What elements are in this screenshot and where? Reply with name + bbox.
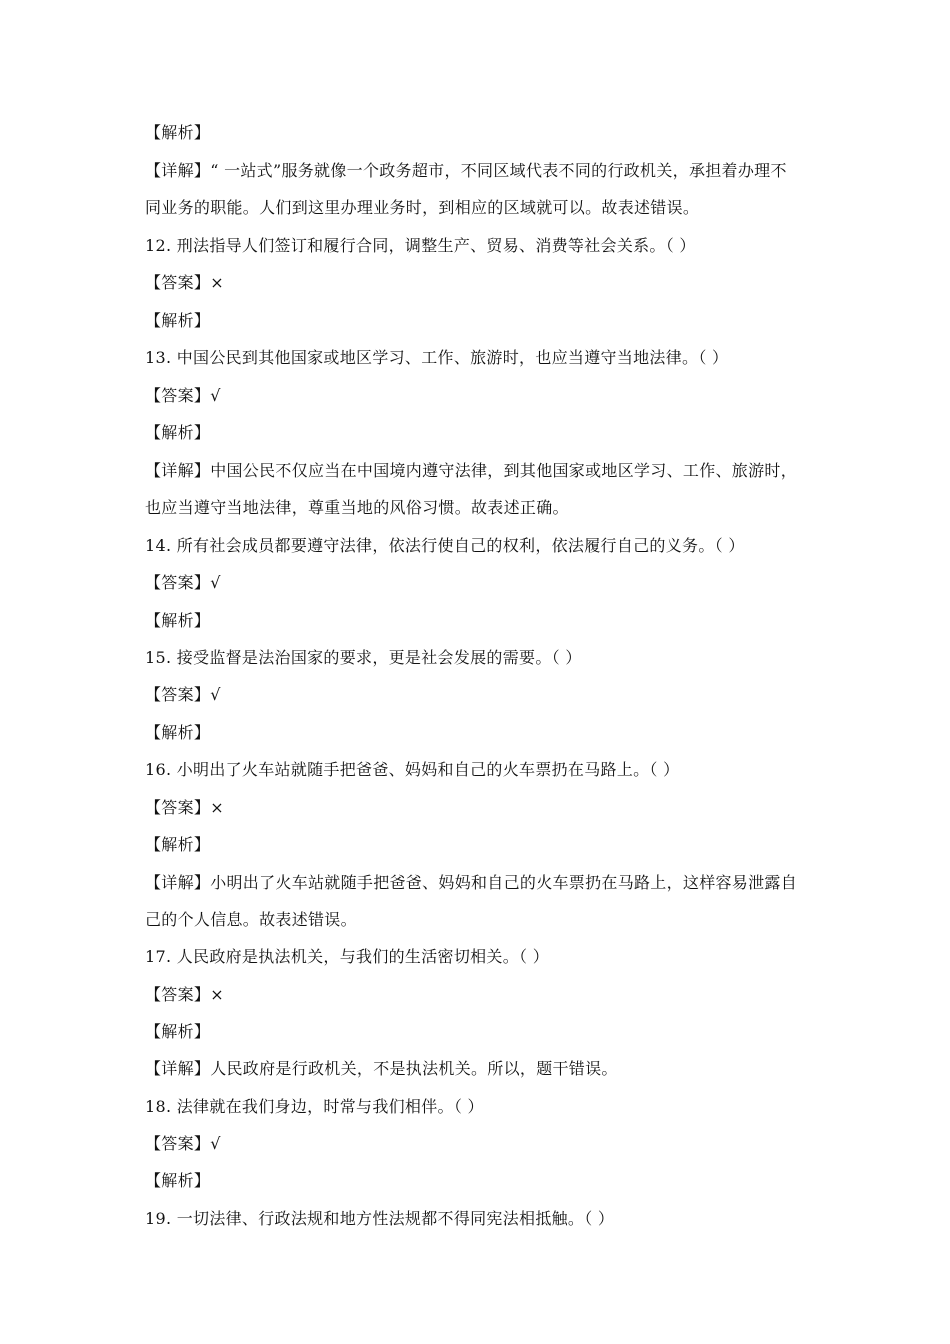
analysis-label: 【解析】 [145, 423, 211, 442]
answer-label: 【答案】× [145, 273, 224, 292]
analysis-label: 【解析】 [145, 1171, 211, 1190]
analysis-label: 【解析】 [145, 311, 211, 330]
analysis-label: 【解析】 [145, 835, 211, 854]
detail-text: 【详解】中国公民不仅应当在中国境内遵守法律，到其他国家或地区学习、工作、旅游时， [145, 461, 798, 480]
question-15: 15. 接受监督是法治国家的要求，更是社会发展的需要。（ ） [145, 648, 582, 667]
question-14: 14. 所有社会成员都要遵守法律，依法行使自己的权利，依法履行自己的义务。（ ） [145, 536, 745, 555]
detail-text: 己的个人信息。故表述错误。 [145, 910, 357, 929]
answer-label: 【答案】√ [145, 386, 221, 405]
question-19: 19. 一切法律、行政法规和地方性法规都不得同宪法相抵触。（ ） [145, 1209, 615, 1228]
analysis-label: 【解析】 [145, 123, 211, 142]
question-12: 12. 刑法指导人们签订和履行合同，调整生产、贸易、消费等社会关系。（ ） [145, 236, 696, 255]
analysis-label: 【解析】 [145, 611, 211, 630]
detail-text: 也应当遵守当地法律，尊重当地的风俗习惯。故表述正确。 [145, 498, 569, 517]
analysis-label: 【解析】 [145, 723, 211, 742]
question-17: 17. 人民政府是执法机关，与我们的生活密切相关。（ ） [145, 947, 550, 966]
answer-label: 【答案】√ [145, 685, 221, 704]
analysis-label: 【解析】 [145, 1022, 211, 1041]
detail-text: 【详解】人民政府是行政机关，不是执法机关。所以，题干错误。 [145, 1059, 618, 1078]
question-13: 13. 中国公民到其他国家或地区学习、工作、旅游时，也应当遵守当地法律。（ ） [145, 348, 729, 367]
answer-label: 【答案】√ [145, 1134, 221, 1153]
detail-text: 【详解】“ 一站式”服务就像一个政务超市，不同区域代表不同的行政机关，承担着办理不 [145, 161, 787, 180]
question-16: 16. 小明出了火车站就随手把爸爸、妈妈和自己的火车票扔在马路上。（ ） [145, 760, 680, 779]
answer-label: 【答案】× [145, 985, 224, 1004]
detail-text: 【详解】小明出了火车站就随手把爸爸、妈妈和自己的火车票扔在马路上，这样容易泄露自 [145, 873, 798, 892]
answer-label: 【答案】√ [145, 573, 221, 592]
question-18: 18. 法律就在我们身边，时常与我们相伴。（ ） [145, 1097, 484, 1116]
answer-label: 【答案】× [145, 798, 224, 817]
detail-text: 同业务的职能。人们到这里办理业务时，到相应的区域就可以。故表述错误。 [145, 198, 700, 217]
